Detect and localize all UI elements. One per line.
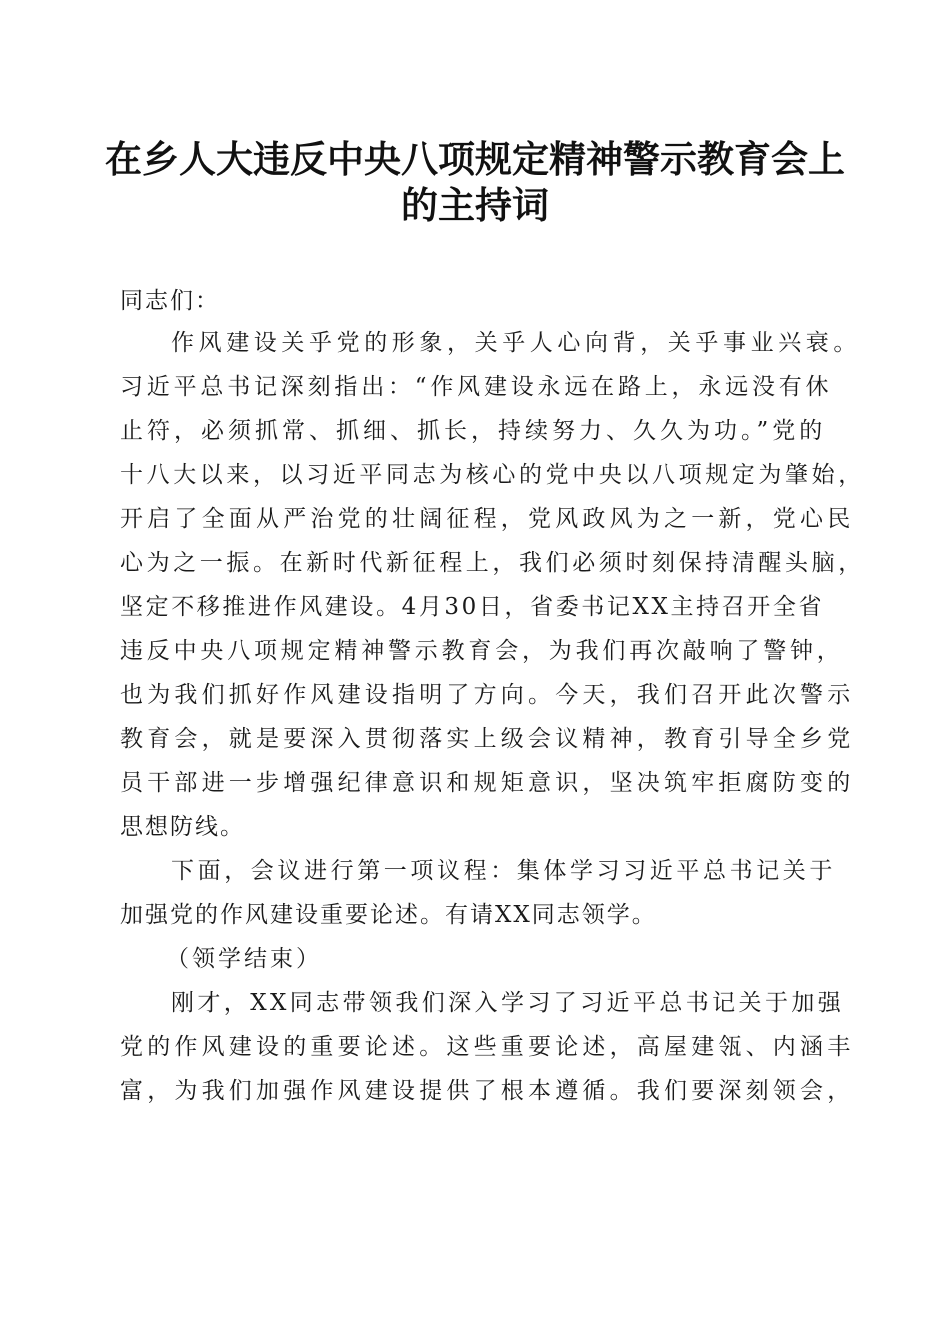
stage-note: （领学结束） [166,946,322,972]
body-line: 止符，必须抓常、抓细、抓长，持续努力、久久为功。”党的 [120,418,827,444]
body-line: 员干部进一步增强纪律意识和规矩意识，坚决筑牢拒腐防变的 [120,770,855,796]
body-line: 违反中央八项规定精神警示教育会，为我们再次敲响了警钟， [120,638,844,664]
body-line: 十八大以来，以习近平同志为核心的党中央以八项规定为肇始， [120,462,865,488]
salutation: 同志们： [120,288,220,314]
document-title-line-2: 的主持词 [401,183,549,227]
body-line: 也为我们抓好作风建设指明了方向。今天，我们召开此次警示 [120,682,855,708]
body-line: 坚定不移推进作风建设。4月30日，省委书记XX主持召开全省 [120,594,825,620]
body-line: 思想防线。 [120,814,245,840]
body-line: 习近平总书记深刻指出：“作风建设永远在路上，永远没有休 [120,374,833,400]
body-line: 刚才，XX同志带领我们深入学习了习近平总书记关于加强 [171,990,845,1016]
body-line: 心为之一振。在新时代新征程上，我们必须时刻保持清醒头脑， [120,550,865,576]
body-line: 教育会，就是要深入贯彻落实上级会议精神，教育引导全乡党 [120,726,855,752]
body-line: 下面，会议进行第一项议程：集体学习习近平总书记关于 [171,858,836,884]
body-line: 作风建设关乎党的形象，关乎人心向背，关乎事业兴衰。 [171,330,861,356]
body-line: 开启了全面从严治党的壮阔征程，党风政风为之一新，党心民 [120,506,855,532]
document-title-line-1: 在乡人大违反中央八项规定精神警示教育会上 [105,137,845,181]
body-line: 加强党的作风建设重要论述。有请XX同志领学。 [120,902,657,928]
body-line: 党的作风建设的重要论述。这些重要论述，高屋建瓴、内涵丰 [120,1034,855,1060]
body-line: 富，为我们加强作风建设提供了根本遵循。我们要深刻领会， [120,1078,855,1104]
